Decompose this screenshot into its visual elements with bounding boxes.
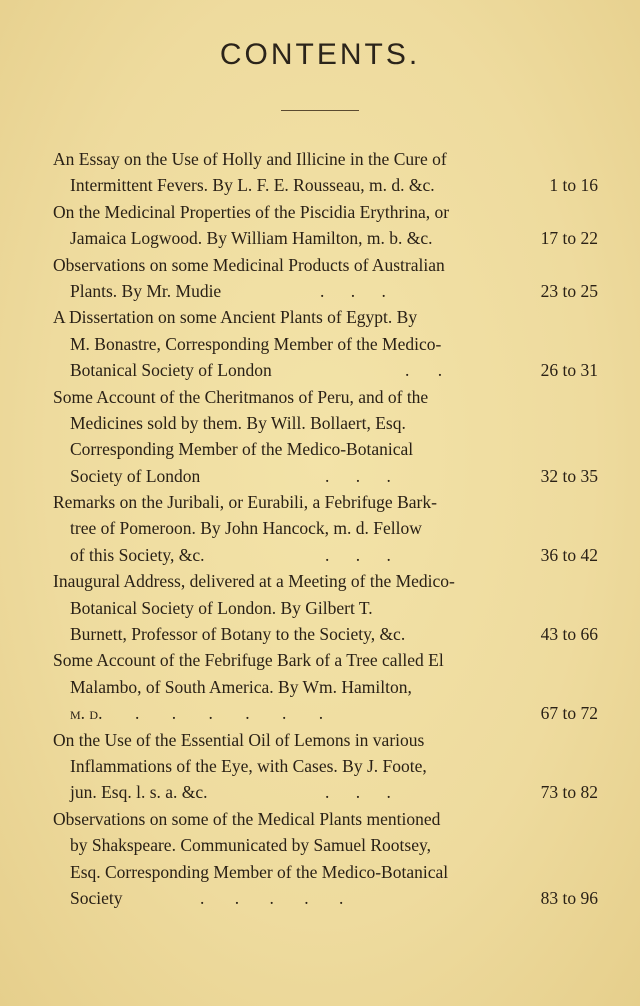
entry-line: Jamaica Logwood. By William Hamilton, m. b. &c.: [70, 228, 433, 249]
contents-entry: [0, 252, 640, 305]
entry-line: Observations on some of the Medical Plants mentioned: [53, 808, 441, 829]
leader-dots: . . .: [325, 782, 391, 803]
contents-entry: [0, 806, 640, 912]
contents-entry: [0, 146, 640, 199]
contents-entry: [0, 568, 640, 647]
entry-line: M. Bonastre, Corresponding Member of the Medico-: [70, 333, 442, 354]
leader-dots: . .: [405, 360, 443, 381]
contents-entry: [0, 647, 640, 726]
entry-line: Burnett, Professor of Botany to the Society, &c.: [70, 624, 406, 645]
page-range: 67 to 72: [540, 703, 598, 724]
entry-line: Remarks on the Juribali, or Eurabili, a Febrifuge Bark-: [53, 492, 437, 513]
page-range: 26 to 31: [540, 360, 598, 381]
entry-line: Inflammations of the Eye, with Cases. By J. Foote,: [70, 755, 427, 776]
contents-entry: [0, 727, 640, 806]
leader-dots: . . . . . .: [135, 703, 324, 724]
entry-line: Botanical Society of London: [70, 360, 272, 381]
page-range: 17 to 22: [540, 228, 598, 249]
contents-entry: [0, 384, 640, 490]
leader-dots: . . .: [325, 544, 391, 565]
entry-line: by Shakspeare. Communicated by Samuel Rootsey,: [70, 835, 431, 856]
entry-line: Society: [70, 887, 123, 908]
entry-line: Malambo, of South America. By Wm. Hamilton,: [70, 676, 412, 697]
contents-list: [0, 146, 640, 911]
entry-line: Intermittent Fevers. By L. F. E. Rousseau, m. d. &c.: [70, 175, 435, 196]
page-range: 83 to 96: [540, 887, 598, 908]
entry-line: Some Account of the Febrifuge Bark of a Tree called El: [53, 650, 444, 671]
contents-entry: [0, 304, 640, 383]
page-range: 1 to 16: [549, 175, 598, 196]
page-range: 23 to 25: [540, 280, 598, 301]
page-range: 73 to 82: [540, 782, 598, 803]
entry-line: Inaugural Address, delivered at a Meeting of the Medico-: [53, 571, 455, 592]
entry-line: A Dissertation on some Ancient Plants of Egypt. By: [53, 307, 418, 328]
entry-line: On the Medicinal Properties of the Piscidia Erythrina, or: [53, 201, 450, 222]
entry-line: of this Society, &c.: [70, 544, 205, 565]
entry-line: Observations on some Medicinal Products of Australian: [53, 254, 445, 275]
page-title: CONTENTS.: [219, 38, 421, 71]
entry-line: m. d.: [70, 703, 103, 724]
entry-line: Medicines sold by them. By Will. Bollaert, Esq.: [70, 412, 406, 433]
entry-line: Society of London: [70, 465, 201, 486]
leader-dots: . . .: [325, 465, 391, 486]
page-range: 32 to 35: [540, 465, 598, 486]
page-range: 43 to 66: [540, 624, 598, 645]
entry-line: jun. Esq. l. s. a. &c.: [70, 782, 208, 803]
entry-line: An Essay on the Use of Holly and Illicine in the Cure of: [53, 149, 447, 169]
entry-line: Botanical Society of London. By Gilbert T.: [70, 597, 373, 618]
entry-line: On the Use of the Essential Oil of Lemons in various: [53, 729, 425, 750]
entry-line: Plants. By Mr. Mudie: [70, 280, 222, 301]
page-range: 36 to 42: [540, 544, 598, 565]
entry-line: Esq. Corresponding Member of the Medico-Botanical: [70, 861, 449, 882]
title-rule: [281, 110, 359, 111]
leader-dots: . . .: [320, 280, 386, 301]
contents-entry: [0, 199, 640, 252]
entry-line: Corresponding Member of the Medico-Botanical: [70, 439, 414, 460]
leader-dots: . . . . .: [200, 887, 344, 908]
entry-line: tree of Pomeroon. By John Hancock, m. d. Fellow: [70, 518, 422, 539]
entry-line: Some Account of the Cheritmanos of Peru, and of the: [53, 386, 429, 407]
contents-entry: [0, 489, 640, 568]
